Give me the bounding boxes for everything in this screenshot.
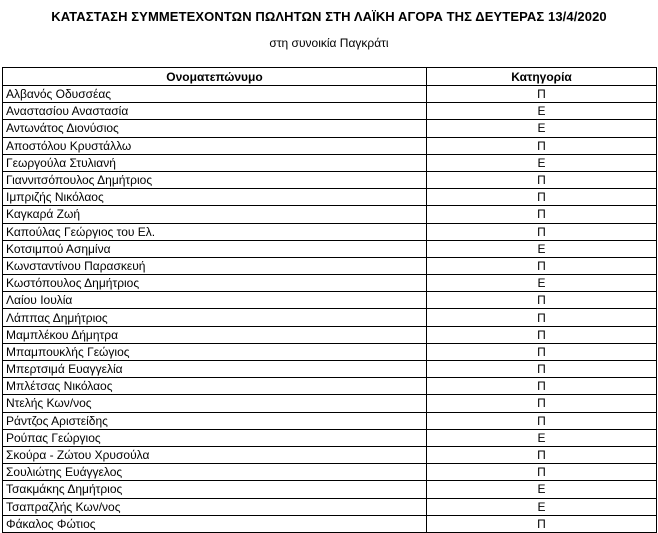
vendors-table — [2, 67, 657, 533]
table-row — [3, 137, 657, 154]
table-row — [3, 498, 657, 515]
document-title: ΚΑΤΑΣΤΑΣΗ ΣΥΜΜΕΤΕΧΟΝΤΩΝ ΠΩΛΗΤΩΝ ΣΤΗ ΛΑΪΚΗ ΑΓΟΡΑ ΤΗΣ ΔΕΥΤΕΡΑΣ 13/4/2020 — [51, 9, 607, 24]
table-row — [3, 361, 657, 378]
vendor-category-cell: Ε — [427, 154, 657, 171]
table-row — [3, 446, 657, 463]
table-row — [3, 515, 657, 532]
vendor-name-cell: Κωστόπουλος Δημήτριος — [3, 275, 427, 292]
table-row — [3, 103, 657, 120]
vendor-name-cell: Καπούλας Γεώργιος του Ελ. — [3, 223, 427, 240]
table-row — [3, 412, 657, 429]
table-row — [3, 223, 657, 240]
vendor-name-cell: Κωνσταντίνου Παρασκευή — [3, 257, 427, 274]
vendor-name-cell: Καγκαρά Ζωή — [3, 206, 427, 223]
table-row — [3, 154, 657, 171]
vendor-name-cell: Μπαμπουκλής Γεώγιος — [3, 343, 427, 360]
column-header-category: Κατηγορία — [427, 68, 657, 86]
vendor-name-cell: Γεωργούλα Στυλιανή — [3, 154, 427, 171]
table-body — [3, 86, 657, 533]
table-row — [3, 343, 657, 360]
table-row — [3, 309, 657, 326]
vendor-category-cell: Π — [427, 446, 657, 463]
vendor-name-cell: Ντελής Κων/νος — [3, 395, 427, 412]
vendor-category-cell: Π — [427, 137, 657, 154]
vendor-category-cell: Π — [427, 189, 657, 206]
vendor-category-cell: Π — [427, 257, 657, 274]
table-row — [3, 464, 657, 481]
vendor-category-cell: Π — [427, 361, 657, 378]
table-row — [3, 86, 657, 103]
vendor-name-cell: Μπλέτσας Νικόλαος — [3, 378, 427, 395]
vendor-category-cell: Π — [427, 343, 657, 360]
table-row — [3, 378, 657, 395]
column-header-name: Ονοματεπώνυμο — [3, 68, 427, 86]
vendor-category-cell: Ε — [427, 103, 657, 120]
vendor-category-cell: Ε — [427, 275, 657, 292]
vendor-category-cell: Ε — [427, 120, 657, 137]
vendor-name-cell: Τσακμάκης Δημήτριος — [3, 481, 427, 498]
vendor-category-cell: Π — [427, 378, 657, 395]
vendor-category-cell: Π — [427, 412, 657, 429]
vendor-name-cell: Λαίου Ιουλία — [3, 292, 427, 309]
vendor-category-cell: Π — [427, 206, 657, 223]
table-row — [3, 206, 657, 223]
vendor-category-cell: Ε — [427, 429, 657, 446]
vendor-category-cell: Π — [427, 515, 657, 532]
vendor-category-cell: Π — [427, 171, 657, 188]
vendor-category-cell: Π — [427, 464, 657, 481]
vendor-name-cell: Λάππας Δημήτριος — [3, 309, 427, 326]
vendor-name-cell: Αλβανός Οδυσσέας — [3, 86, 427, 103]
vendor-name-cell: Σκούρα - Ζώτου Χρυσούλα — [3, 446, 427, 463]
vendor-name-cell: Σουλιώτης Ευάγγελος — [3, 464, 427, 481]
table-row — [3, 189, 657, 206]
vendor-name-cell: Ιμπριζής Νικόλαος — [3, 189, 427, 206]
document-subtitle: στη συνοικία Παγκράτι — [269, 36, 389, 50]
table-row — [3, 326, 657, 343]
vendor-name-cell: Αποστόλου Κρυστάλλω — [3, 137, 427, 154]
vendor-category-cell: Π — [427, 395, 657, 412]
vendor-category-cell: Π — [427, 86, 657, 103]
table-row — [3, 481, 657, 498]
vendor-name-cell: Τσαπραζλής Κων/νος — [3, 498, 427, 515]
table-row — [3, 292, 657, 309]
vendor-category-cell: Π — [427, 309, 657, 326]
vendor-name-cell: Αντωνάτος Διονύσιος — [3, 120, 427, 137]
vendor-name-cell: Μαμπλέκου Δήμητρα — [3, 326, 427, 343]
table-row — [3, 275, 657, 292]
vendor-category-cell: Ε — [427, 498, 657, 515]
vendor-category-cell: Π — [427, 292, 657, 309]
vendor-name-cell: Κοτσιμπού Ασημίνα — [3, 240, 427, 257]
vendor-category-cell: Π — [427, 326, 657, 343]
table-row — [3, 120, 657, 137]
table-row — [3, 429, 657, 446]
vendor-name-cell: Ράντζος Αριστείδης — [3, 412, 427, 429]
vendor-name-cell: Φάκαλος Φώτιος — [3, 515, 427, 532]
table-row — [3, 395, 657, 412]
vendor-name-cell: Γιαννιτσόπουλος Δημήτριος — [3, 171, 427, 188]
table-header-row — [3, 68, 657, 86]
vendor-category-cell: Ε — [427, 240, 657, 257]
vendor-name-cell: Μπερτσιμά Ευαγγελία — [3, 361, 427, 378]
table-row — [3, 240, 657, 257]
table-row — [3, 257, 657, 274]
vendor-name-cell: Αναστασίου Αναστασία — [3, 103, 427, 120]
vendor-category-cell: Π — [427, 223, 657, 240]
table-row — [3, 171, 657, 188]
vendor-category-cell: Ε — [427, 481, 657, 498]
vendor-name-cell: Ρούπας Γεώργιος — [3, 429, 427, 446]
